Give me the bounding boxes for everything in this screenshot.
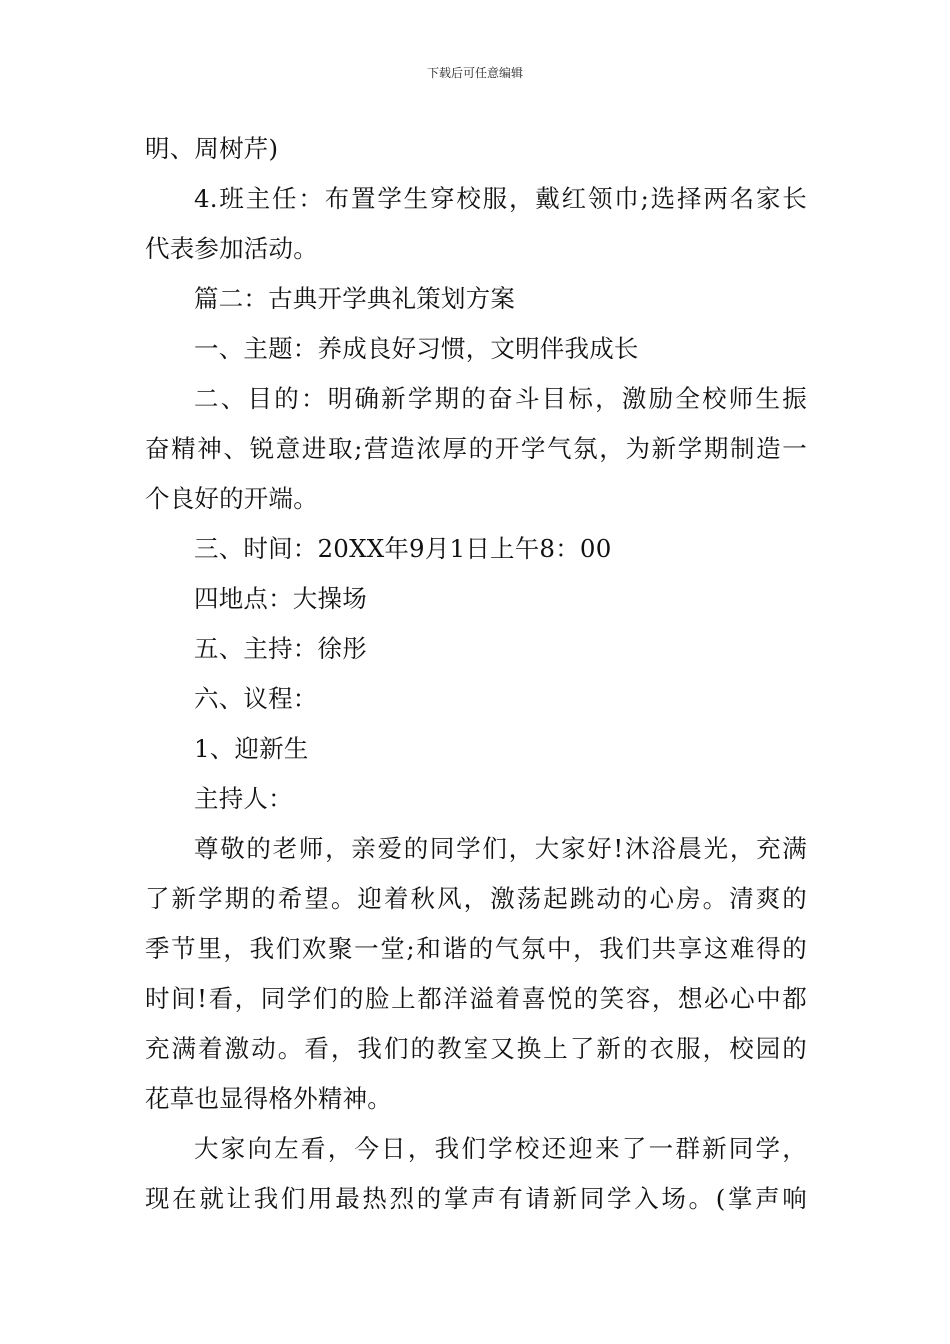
text-line: 明、周树芹): [145, 134, 279, 163]
text-line: 二、目的：明确新学期的奋斗目标，激励全校师生振: [194, 384, 807, 413]
text-line: 五、主持：徐彤: [194, 634, 367, 663]
text-line: 六、议程：: [194, 684, 318, 713]
text-line: 四地点：大操场: [194, 584, 367, 613]
text-line: 个良好的开端。: [145, 484, 318, 513]
text-line: 1、迎新生: [194, 734, 309, 763]
text-line: 代表参加活动。: [145, 234, 318, 263]
page-header-note: 下载后可任意编辑: [426, 66, 523, 80]
text-line: 了新学期的希望。迎着秋风，激荡起跳动的心房。清爽的: [145, 884, 807, 913]
text-line: 一、主题：养成良好习惯，文明伴我成长: [194, 334, 639, 363]
document-body: [145, 124, 807, 1224]
text-line: 时间!看，同学们的脸上都洋溢着喜悦的笑容，想必心中都: [145, 984, 807, 1013]
text-line: 主持人：: [194, 784, 293, 813]
text-line: 4.班主任：布置学生穿校服，戴红领巾;选择两名家长: [194, 184, 807, 213]
text-line: 花草也显得格外精神。: [145, 1084, 392, 1113]
text-line: 季节里，我们欢聚一堂;和谐的气氛中，我们共享这难得的: [145, 934, 807, 963]
text-line: 尊敬的老师，亲爱的同学们，大家好!沐浴晨光，充满: [194, 834, 807, 863]
text-line: 大家向左看，今日，我们学校还迎来了一群新同学，: [194, 1134, 807, 1163]
text-line: 充满着激动。看，我们的教室又换上了新的衣服，校园的: [145, 1034, 807, 1063]
section-heading: 篇二：古典开学典礼策划方案: [194, 284, 516, 313]
text-line: 现在就让我们用最热烈的掌声有请新同学入场。(掌声响: [145, 1184, 807, 1213]
text-line: 奋精神、锐意进取;营造浓厚的开学气氛，为新学期制造一: [145, 434, 807, 463]
text-line: 三、时间：20XX年9月1日上午8：00: [194, 534, 612, 563]
